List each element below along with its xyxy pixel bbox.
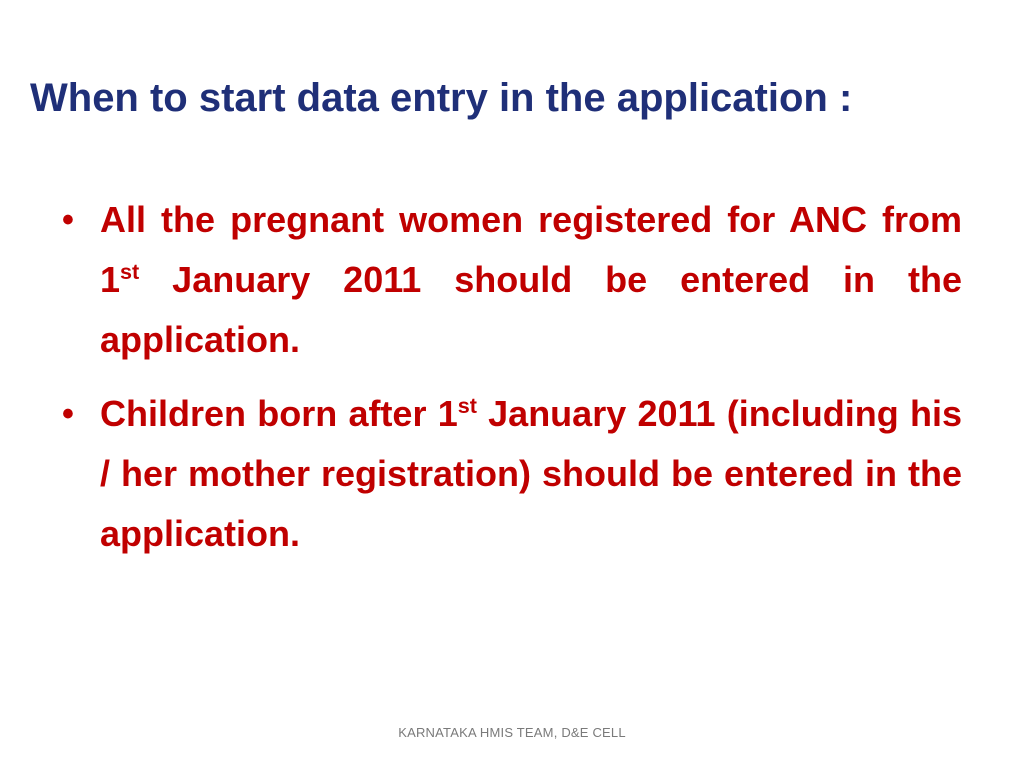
bullet-item-anc-registration	[58, 190, 962, 370]
bullet-text-part: All the pregnant women registered for ANC from 1	[100, 199, 962, 300]
ordinal-suffix: st	[120, 259, 140, 284]
bullet-text-part: Children born after 1	[100, 393, 458, 434]
bullet-text-part: January 2011 (including his / her mother registration) should be entered in the application.	[100, 393, 962, 554]
bullet-text	[100, 199, 962, 360]
bullet-text	[100, 393, 962, 554]
bullet-dot-icon: •	[62, 201, 74, 239]
bullet-list	[58, 190, 962, 578]
slide-footer: KARNATAKA HMIS TEAM, D&E CELL	[398, 725, 626, 740]
bullet-item-children-born	[58, 384, 962, 564]
slide-title: When to start data entry in the application :	[30, 76, 853, 120]
ordinal-suffix: st	[457, 393, 477, 418]
bullet-dot-icon: •	[62, 395, 74, 433]
bullet-text-part: January 2011 should be entered in the application.	[100, 259, 962, 360]
